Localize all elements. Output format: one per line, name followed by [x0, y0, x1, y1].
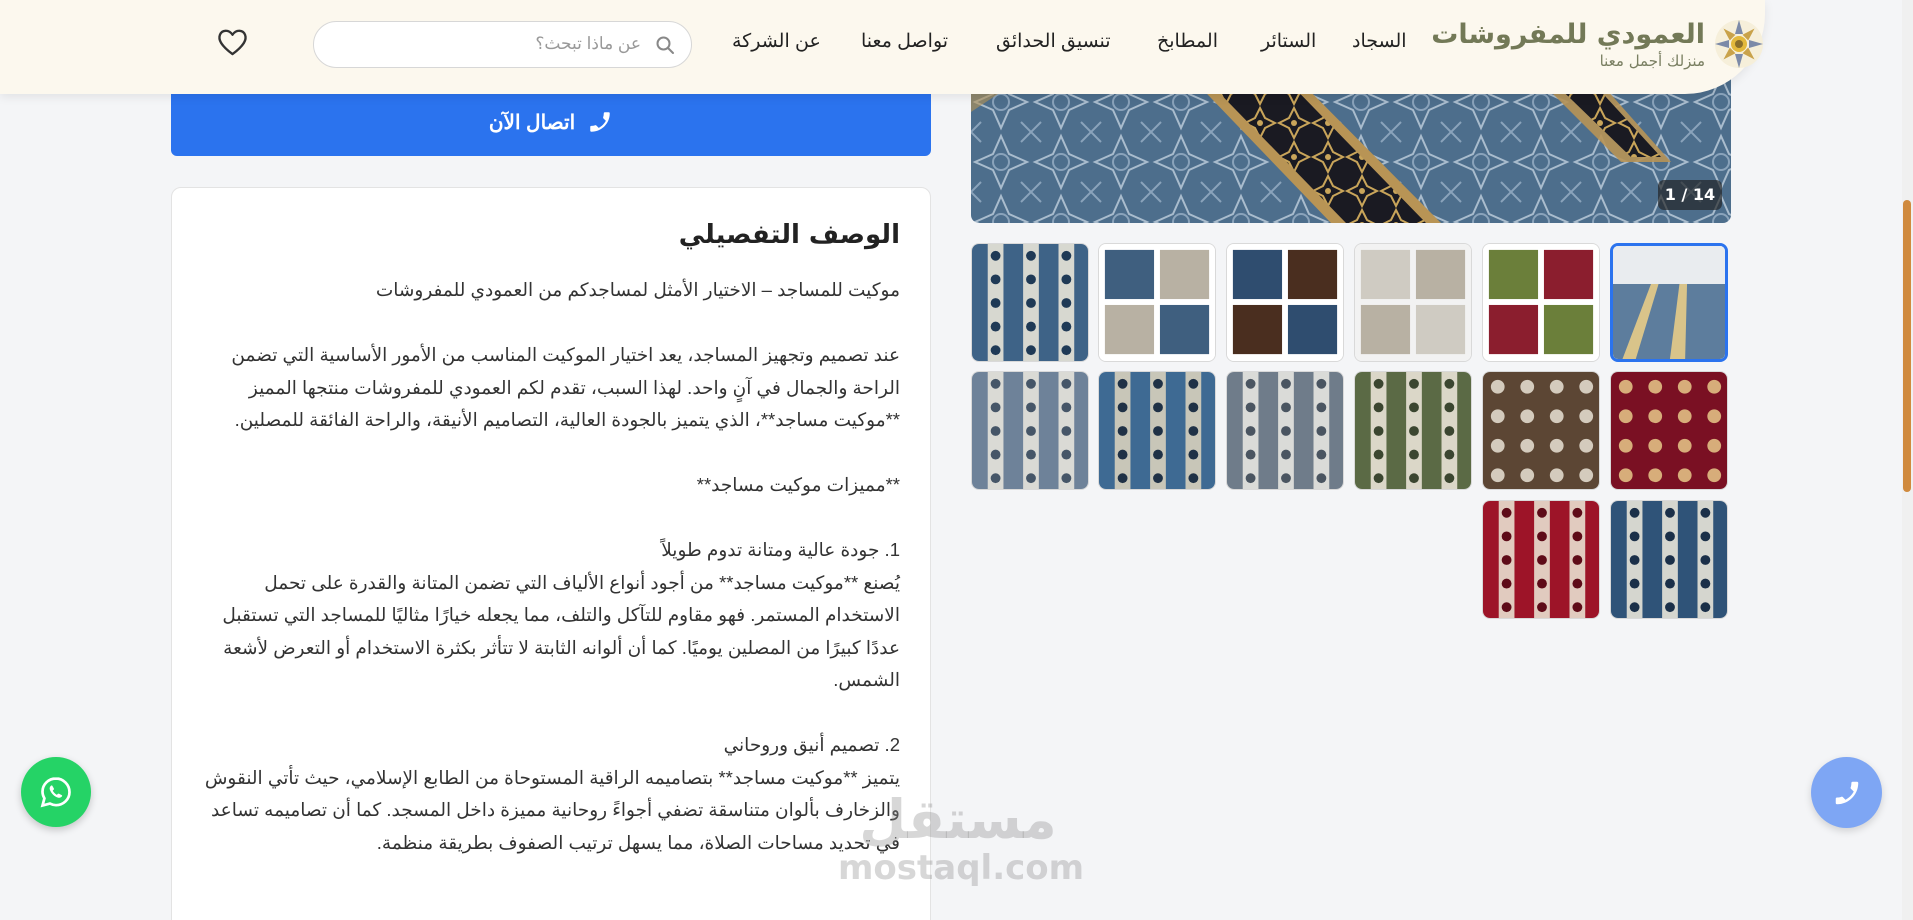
gallery-thumbnail[interactable]: [1354, 243, 1472, 362]
watermark-arabic: مستقل: [859, 788, 1057, 851]
nav-carpets[interactable]: السجاد: [1352, 31, 1407, 52]
phone-icon: [587, 109, 613, 135]
whatsapp-button[interactable]: [21, 757, 91, 827]
gallery-thumbnail[interactable]: [971, 243, 1089, 362]
desc-paragraph: عند تصميم وتجهيز المساجد، يعد اختيار الموكيت المناسب من الأمور الأساسية التي تضمن الراحة والجمال في آنٍ واحد. لهذا السبب، تقدم لكم العمودي للمفروشات منتجها المميز **موكيت مساجد**، الذي يتميز بالجودة العالية، التصاميم الأنيقة، والراحة الفائقة للمصلين.: [231, 344, 900, 430]
gallery-thumbnail[interactable]: [1482, 371, 1600, 490]
desc-paragraph: يتميز **موكيت مساجد** بتصاميمه الراقية المستوحاة من الطابع الإسلامي، حيث تأتي النقوش والزخارف بألوان متناسقة تضفي أجواءً روحانية مميزة داخل المسجد. كما أن تصاميمه تساعد في تحديد مساحات الصلاة، مما يسهل ترتيب الصفوف بطريقة منظمة.: [204, 766, 900, 853]
nav-curtains[interactable]: الستائر: [1261, 31, 1317, 52]
desc-paragraph: موكيت للمساجد – الاختيار الأمثل لمساجدكم من العمودي للمفروشات: [375, 279, 900, 300]
watermark-latin: mostaql.com: [838, 848, 1085, 888]
scrollbar-thumb[interactable]: [1903, 200, 1911, 492]
nav-contact[interactable]: تواصل معنا: [861, 31, 949, 52]
nav-landscaping[interactable]: تنسيق الحدائق: [996, 31, 1111, 52]
search-icon[interactable]: [655, 35, 675, 55]
desc-paragraph: [200, 307, 900, 340]
description-title: الوصف التفصيلي: [678, 220, 900, 250]
gallery-counter: 1 / 14: [1658, 180, 1722, 210]
gallery-thumbnail[interactable]: [1610, 243, 1728, 362]
site-header: [0, 0, 1765, 94]
desc-paragraph: [200, 502, 900, 535]
search-box: [313, 21, 692, 68]
gallery-thumbnail[interactable]: [971, 371, 1089, 490]
logo-tagline: منزلك أجمل معنا: [1599, 52, 1705, 70]
desc-paragraph: [200, 437, 900, 470]
gallery-thumbnail[interactable]: [1610, 371, 1728, 490]
gallery-thumbnail[interactable]: [1482, 500, 1600, 619]
logo-title: العمودي للمفروشات: [1431, 19, 1705, 50]
desc-paragraph: 1. جودة عالية ومتانة تدوم طويلاً: [661, 539, 900, 560]
phone-fab-button[interactable]: [1811, 757, 1882, 828]
call-now-label: اتصال الآن: [488, 111, 576, 134]
gallery-thumbnail[interactable]: [1610, 500, 1728, 619]
whatsapp-icon: [38, 774, 74, 810]
logo-mandala-icon: [1713, 18, 1765, 70]
desc-paragraph: **مميزات موكيت مساجد**: [696, 474, 900, 495]
desc-paragraph: يُصنع **موكيت مساجد** من أجود أنواع الألياف التي تضمن المتانة والقدرة على تحمل الاستخدام المستمر. فهو مقاوم للتآكل والتلف، مما يجعله خيارًا مثاليًا للمساجد التي تستقبل عددًا كبيرًا من المصلين يوميًا. كما أن ألوانه الثابتة لا تتأثر بكثرة الاستخدام أو التعرض لأشعة الشمس.: [222, 571, 900, 690]
desc-paragraph: [200, 697, 900, 730]
gallery-thumbnail[interactable]: [1226, 243, 1344, 362]
gallery-thumbnail[interactable]: [1482, 243, 1600, 362]
call-now-button[interactable]: [171, 88, 931, 156]
description-body: [200, 274, 900, 859]
nav-about[interactable]: عن الشركة: [732, 31, 821, 52]
description-card: [171, 187, 931, 920]
nav-kitchens[interactable]: المطابخ: [1157, 31, 1218, 52]
gallery-thumbnail[interactable]: [1098, 371, 1216, 490]
gallery-thumbnail[interactable]: [1354, 371, 1472, 490]
gallery-thumbnail[interactable]: [1226, 371, 1344, 490]
desc-paragraph: 2. تصميم أنيق وروحاني: [723, 734, 900, 755]
heart-icon[interactable]: [217, 28, 248, 57]
gallery-main-image[interactable]: [971, 72, 1731, 223]
search-input[interactable]: [341, 30, 641, 58]
gallery-thumbnail[interactable]: [1098, 243, 1216, 362]
brand-logo[interactable]: [1431, 18, 1765, 74]
phone-icon: [1832, 778, 1862, 808]
